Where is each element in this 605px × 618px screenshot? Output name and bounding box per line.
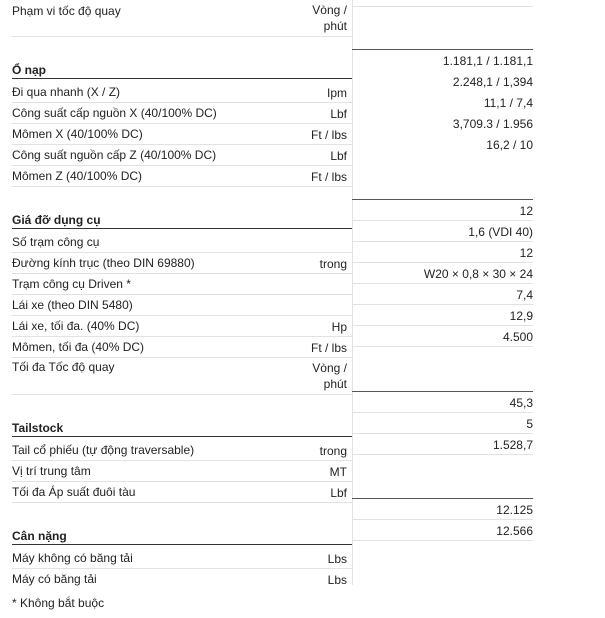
spec-row (12, 124, 352, 145)
spec-unit: trong (319, 257, 347, 271)
spec-label: Vị trí trung tâm (12, 464, 91, 478)
spec-unit: MT (329, 465, 347, 479)
spec-label: Mômen X (40/100% DC) (12, 127, 143, 141)
spec-value: W20 × 0,8 × 30 × 24 (423, 267, 533, 281)
spec-value: 1,6 (VDI 40) (468, 225, 533, 239)
spec-unit: Lbs (327, 573, 347, 587)
spec-unit: Ft / lbs (310, 170, 347, 184)
unit-line-1: Vòng / (312, 361, 347, 375)
spec-label: Lái xe, tối đa. (40% DC) (12, 319, 140, 333)
spec-label: Tail cổ phiếu (tự động traversable) (12, 443, 195, 457)
spec-row (12, 253, 352, 274)
spec-row (12, 166, 352, 187)
spec-row (12, 482, 352, 503)
spec-row (12, 232, 352, 253)
divider (352, 346, 533, 347)
divider (352, 6, 533, 7)
divider (352, 220, 533, 221)
divider (352, 519, 533, 520)
spec-label: Lái xe (theo DIN 5480) (12, 298, 133, 312)
spec-row (12, 461, 352, 482)
spec-value: 12.125 (496, 503, 533, 517)
spec-unit: Lbf (330, 486, 347, 500)
section-title-feed: Ổ nạp (12, 63, 352, 79)
spec-unit: trong (319, 444, 347, 458)
spec-unit: Ft / lbs (310, 128, 347, 142)
unit-line-2: phút (323, 377, 347, 391)
spec-row (12, 358, 352, 395)
spec-label: Tối đa Áp suất đuôi tàu (12, 485, 136, 499)
divider (352, 262, 533, 263)
spec-label: Tối đa Tốc độ quay (12, 360, 115, 374)
spec-values-column (352, 0, 605, 618)
spec-label: Máy không có băng tải (12, 551, 133, 565)
divider (352, 454, 533, 455)
spec-row (12, 103, 352, 124)
spec-label: Mômen, tối đa (40% DC) (12, 340, 145, 354)
spec-row (12, 548, 352, 569)
spec-value: 3,709.3 / 1.956 (452, 117, 533, 131)
spec-row (12, 295, 352, 316)
spec-value: 2.248,1 / 1,394 (452, 75, 533, 89)
spec-label: Mômen Z (40/100% DC) (12, 169, 143, 183)
divider (352, 199, 533, 200)
spec-label: Công suất cấp nguồn X (40/100% DC) (12, 106, 217, 120)
divider (352, 391, 533, 392)
spec-row (12, 337, 352, 358)
footnote: * Không bắt buộc (12, 596, 105, 610)
spec-label: Trạm công cụ Driven * (12, 277, 131, 291)
spec-label: Đường kính trục (theo DIN 69880) (12, 256, 195, 270)
spec-value: 12 (519, 246, 533, 260)
spec-row (12, 569, 352, 589)
spec-row (12, 440, 352, 461)
divider (352, 433, 533, 434)
spec-unit: Ipm (326, 86, 347, 100)
spec-value: 1.181,1 / 1.181,1 (442, 54, 533, 68)
spec-value: 12.566 (496, 524, 533, 538)
spec-row (12, 82, 352, 103)
spec-value: 16,2 / 10 (486, 138, 533, 152)
spec-label: Đi qua nhanh (X / Z) (12, 85, 121, 99)
divider (352, 241, 533, 242)
spec-row-speed-range (12, 0, 352, 37)
unit-line-2: phút (323, 19, 347, 33)
divider (352, 49, 533, 50)
divider (352, 304, 533, 305)
section-title-weight: Cân nặng (12, 529, 352, 545)
spec-value: 45,3 (509, 396, 533, 410)
unit-line-1: Vòng / (312, 3, 347, 17)
spec-value: 4.500 (502, 330, 533, 344)
section-title-tailstock: Tailstock (12, 421, 352, 437)
spec-value: 12,9 (509, 309, 533, 323)
spec-value: 11,1 / 7,4 (483, 96, 533, 110)
divider (352, 540, 533, 541)
divider (352, 283, 533, 284)
divider (352, 325, 533, 326)
spec-unit (312, 360, 347, 392)
divider (352, 498, 533, 499)
spec-label: Công suất nguồn cấp Z (40/100% DC) (12, 148, 217, 162)
spec-unit: Lbs (327, 552, 347, 566)
spec-unit: Lbf (330, 149, 347, 163)
spec-unit: Hp (331, 320, 347, 334)
spec-value: 12 (519, 204, 533, 218)
spec-unit (312, 2, 347, 34)
spec-label: Máy có băng tải (12, 572, 97, 586)
spec-label: Số trạm công cụ (12, 235, 100, 249)
spec-unit: Lbf (330, 107, 347, 121)
divider (352, 412, 533, 413)
spec-value: 1.528,7 (492, 438, 533, 452)
spec-value: 7,4 (516, 288, 533, 302)
spec-row (12, 316, 352, 337)
spec-row (12, 274, 352, 295)
spec-row (12, 145, 352, 166)
spec-unit: Ft / lbs (310, 341, 347, 355)
spec-value: 5 (526, 417, 533, 431)
section-title-tool-holder: Giá đỡ dụng cụ (12, 213, 352, 229)
spec-label: Phạm vi tốc độ quay (12, 4, 121, 18)
